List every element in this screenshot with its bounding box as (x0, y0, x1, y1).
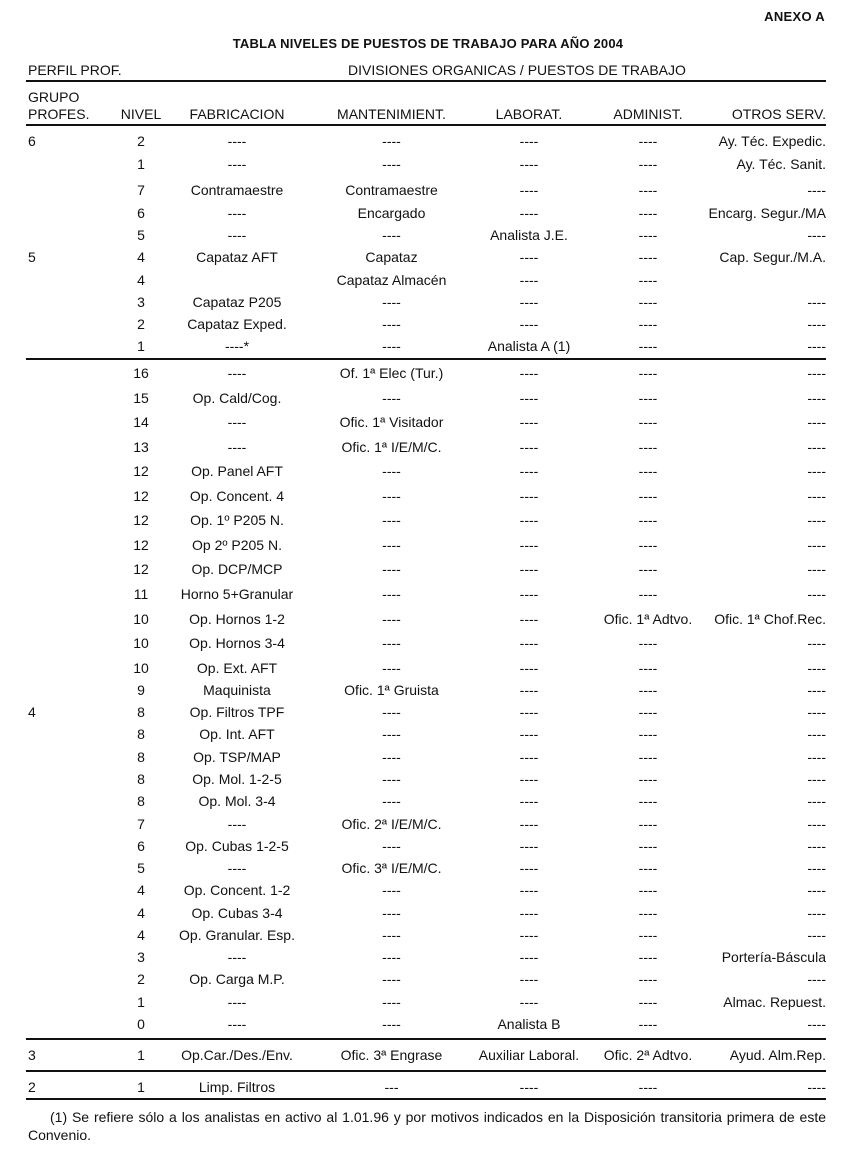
cell-laboratorio: ---- (519, 512, 539, 528)
cell-laboratorio: ---- (519, 749, 539, 765)
cell-fabricacion: Op. Cald/Cog. (192, 390, 282, 406)
cell-nivel: 8 (137, 704, 145, 720)
cell-administracion: ---- (638, 793, 658, 809)
cell-fabricacion: Op. Int. AFT (199, 726, 275, 742)
cell-mantenimiento: ---- (382, 133, 401, 149)
cell-mantenimiento: ---- (382, 994, 401, 1010)
cell-laboratorio: ---- (519, 971, 539, 987)
cell-nivel: 6 (137, 838, 145, 854)
cell-mantenimiento: ---- (382, 611, 401, 627)
cell-otros: ---- (807, 316, 826, 332)
group-divider-5-4 (26, 358, 826, 360)
cell-otros: ---- (807, 793, 826, 809)
cell-fabricacion: Op. Panel AFT (191, 463, 283, 479)
cell-mantenimiento: Of. 1ª Elec (Tur.) (339, 365, 444, 381)
cell-laboratorio: ---- (519, 1079, 539, 1095)
cell-otros: ---- (807, 771, 826, 787)
cell-nivel: 12 (133, 512, 149, 528)
cell-administracion: ---- (638, 1016, 658, 1032)
cell-laboratorio: ---- (519, 682, 539, 698)
cell-mantenimiento: ---- (382, 294, 401, 310)
group-divider-3-2 (26, 1070, 826, 1072)
cell-administracion: ---- (638, 156, 658, 172)
cell-nivel: 8 (137, 793, 145, 809)
cell-administracion: ---- (638, 272, 658, 288)
cell-otros: ---- (807, 704, 826, 720)
header-rule-top (26, 80, 826, 82)
cell-otros: ---- (807, 365, 826, 381)
cell-fabricacion: Op. DCP/MCP (191, 561, 283, 577)
cell-nivel: 1 (137, 338, 145, 354)
cell-nivel: 10 (133, 635, 149, 651)
cell-fabricacion: Op. 1º P205 N. (190, 512, 284, 528)
cell-administracion: ---- (638, 971, 658, 987)
cell-administracion: ---- (638, 537, 658, 553)
cell-nivel: 13 (133, 439, 149, 455)
cell-fabricacion: ---- (227, 414, 247, 430)
cell-administracion: ---- (638, 182, 658, 198)
cell-administracion: Ofic. 2ª Adtvo. (603, 1047, 693, 1063)
cell-administracion: ---- (638, 205, 658, 221)
column-header-grupo: GRUPO PROFES. (28, 89, 90, 122)
cell-laboratorio: ---- (519, 994, 539, 1010)
cell-otros: Ofic. 1ª Chof.Rec. (714, 611, 826, 627)
cell-mantenimiento: Encargado (357, 205, 426, 221)
cell-fabricacion: ---- (227, 816, 247, 832)
cell-otros: ---- (807, 227, 826, 243)
cell-fabricacion: Limp. Filtros (198, 1079, 276, 1095)
cell-laboratorio: ---- (519, 561, 539, 577)
cell-mantenimiento: ---- (382, 882, 401, 898)
cell-nivel: 7 (137, 182, 145, 198)
cell-administracion: ---- (638, 249, 658, 265)
cell-otros: ---- (807, 838, 826, 854)
cell-laboratorio: ---- (519, 726, 539, 742)
cell-mantenimiento: ---- (382, 704, 401, 720)
cell-otros: ---- (807, 816, 826, 832)
cell-mantenimiento: ---- (382, 537, 401, 553)
cell-otros: ---- (807, 971, 826, 987)
cell-administracion: ---- (638, 316, 658, 332)
cell-otros: ---- (807, 927, 826, 943)
cell-laboratorio: ---- (519, 660, 539, 676)
cell-fabricacion: Maquinista (203, 682, 271, 698)
cell-mantenimiento: ---- (382, 635, 401, 651)
cell-administracion: ---- (638, 390, 658, 406)
cell-laboratorio: ---- (519, 182, 539, 198)
cell-laboratorio: ---- (519, 905, 539, 921)
cell-laboratorio: Auxiliar Laboral. (478, 1047, 580, 1063)
cell-otros: Ay. Téc. Expedic. (718, 133, 826, 149)
cell-nivel: 11 (133, 586, 149, 602)
cell-administracion: ---- (638, 816, 658, 832)
cell-administracion: ---- (638, 682, 658, 698)
cell-fabricacion: Op. Concent. 4 (189, 488, 285, 504)
cell-nivel: 8 (137, 749, 145, 765)
cell-laboratorio: ---- (519, 272, 539, 288)
cell-administracion: ---- (638, 414, 658, 430)
cell-grupo: 3 (28, 1047, 36, 1063)
cell-otros: ---- (807, 294, 826, 310)
cell-grupo: 4 (28, 704, 36, 720)
cell-fabricacion: Op 2º P205 N. (192, 537, 282, 553)
cell-laboratorio: ---- (519, 414, 539, 430)
cell-otros: ---- (807, 488, 826, 504)
cell-nivel: 12 (133, 463, 149, 479)
cell-nivel: 8 (137, 726, 145, 742)
cell-otros: ---- (807, 905, 826, 921)
cell-administracion: ---- (638, 905, 658, 921)
cell-nivel: 15 (133, 390, 149, 406)
cell-laboratorio: ---- (519, 635, 539, 651)
cell-administracion: ---- (638, 512, 658, 528)
cell-otros: ---- (807, 1016, 826, 1032)
cell-fabricacion: Op. Concent. 1-2 (183, 882, 291, 898)
cell-mantenimiento: Contramaestre (345, 182, 438, 198)
cell-otros: ---- (807, 586, 826, 602)
cell-fabricacion: Op. Hornos 3-4 (189, 635, 285, 651)
cell-otros: ---- (807, 1079, 826, 1095)
cell-nivel: 1 (137, 994, 145, 1010)
cell-mantenimiento: ---- (382, 1016, 401, 1032)
cell-otros: Portería-Báscula (721, 949, 826, 965)
cell-laboratorio: ---- (519, 882, 539, 898)
cell-mantenimiento: ---- (382, 927, 401, 943)
cell-nivel: 9 (137, 682, 145, 698)
cell-mantenimiento: ---- (382, 949, 401, 965)
cell-nivel: 2 (137, 133, 145, 149)
cell-mantenimiento: ---- (382, 390, 401, 406)
cell-fabricacion: ---- (227, 205, 247, 221)
cell-mantenimiento: ---- (382, 905, 401, 921)
cell-otros: ---- (807, 860, 826, 876)
column-header-nivel: NIVEL (120, 106, 162, 122)
cell-otros: ---- (807, 561, 826, 577)
cell-nivel: 2 (137, 971, 145, 987)
cell-nivel: 5 (137, 227, 145, 243)
cell-laboratorio: ---- (519, 611, 539, 627)
cell-laboratorio: ---- (519, 704, 539, 720)
cell-mantenimiento: Ofic. 3ª Engrase (340, 1047, 443, 1063)
cell-grupo: 6 (28, 133, 36, 149)
cell-otros: ---- (807, 749, 826, 765)
cell-nivel: 10 (133, 660, 149, 676)
cell-mantenimiento: ---- (382, 316, 401, 332)
cell-mantenimiento: Capataz Almacén (336, 272, 447, 288)
cell-administracion: ---- (638, 882, 658, 898)
cell-mantenimiento: ---- (382, 512, 401, 528)
cell-mantenimiento: --- (384, 1079, 399, 1095)
cell-nivel: 4 (137, 249, 145, 265)
cell-administracion: ---- (638, 294, 658, 310)
cell-laboratorio: ---- (519, 771, 539, 787)
cell-laboratorio: Analista A (1) (487, 338, 571, 354)
cell-mantenimiento: ---- (382, 771, 401, 787)
cell-otros: ---- (807, 882, 826, 898)
cell-administracion: ---- (638, 860, 658, 876)
cell-administracion: ---- (638, 726, 658, 742)
cell-otros: ---- (807, 463, 826, 479)
cell-nivel: 1 (137, 1079, 145, 1095)
page-title: TABLA NIVELES DE PUESTOS DE TRABAJO PARA AÑO 2004 (232, 36, 624, 51)
cell-nivel: 7 (137, 816, 145, 832)
cell-fabricacion: Op. Cubas 1-2-5 (185, 838, 289, 854)
cell-fabricacion: ----* (224, 338, 250, 354)
cell-fabricacion: Op. TSP/MAP (193, 749, 281, 765)
cell-grupo: 2 (28, 1079, 36, 1095)
cell-otros: ---- (807, 512, 826, 528)
cell-nivel: 14 (133, 414, 149, 430)
cell-mantenimiento: Ofic. 1ª I/E/M/C. (341, 439, 442, 455)
perfil-prof-label: PERFIL PROF. (28, 62, 122, 78)
column-header-mantenimiento: MANTENIMIENT. (337, 106, 446, 122)
cell-otros: ---- (807, 635, 826, 651)
cell-fabricacion: Op. Cubas 3-4 (191, 905, 283, 921)
cell-laboratorio: ---- (519, 537, 539, 553)
cell-mantenimiento: ---- (382, 586, 401, 602)
cell-administracion: ---- (638, 749, 658, 765)
cell-fabricacion: Op. Mol. 3-4 (198, 793, 276, 809)
cell-fabricacion: Op. Filtros TPF (189, 704, 285, 720)
cell-fabricacion: Op. Hornos 1-2 (189, 611, 285, 627)
cell-fabricacion: Capataz P205 (192, 294, 282, 310)
cell-laboratorio: ---- (519, 793, 539, 809)
cell-laboratorio: ---- (519, 949, 539, 965)
cell-fabricacion: Op. Ext. AFT (196, 660, 278, 676)
cell-administracion: ---- (638, 133, 658, 149)
cell-nivel: 3 (137, 949, 145, 965)
cell-fabricacion: ---- (227, 365, 247, 381)
cell-administracion: ---- (638, 994, 658, 1010)
cell-otros: ---- (807, 338, 826, 354)
cell-otros: ---- (807, 682, 826, 698)
cell-otros: Ayud. Alm.Rep. (729, 1047, 826, 1063)
cell-laboratorio: ---- (519, 316, 539, 332)
cell-mantenimiento: ---- (382, 561, 401, 577)
cell-nivel: 4 (137, 927, 145, 943)
cell-laboratorio: ---- (519, 133, 539, 149)
cell-nivel: 2 (137, 316, 145, 332)
cell-laboratorio: ---- (519, 838, 539, 854)
cell-fabricacion: Horno 5+Granular (180, 586, 294, 602)
cell-laboratorio: ---- (519, 816, 539, 832)
cell-laboratorio: ---- (519, 205, 539, 221)
cell-mantenimiento: ---- (382, 488, 401, 504)
cell-administracion: ---- (638, 771, 658, 787)
cell-administracion: ---- (638, 561, 658, 577)
cell-nivel: 1 (137, 156, 145, 172)
cell-fabricacion: ---- (227, 439, 247, 455)
cell-mantenimiento: ---- (382, 338, 401, 354)
cell-laboratorio: ---- (519, 294, 539, 310)
cell-mantenimiento: ---- (382, 227, 401, 243)
cell-laboratorio: ---- (519, 927, 539, 943)
cell-administracion: ---- (638, 488, 658, 504)
cell-mantenimiento: ---- (382, 971, 401, 987)
cell-nivel: 8 (137, 771, 145, 787)
cell-otros: ---- (807, 439, 826, 455)
cell-nivel: 4 (137, 272, 145, 288)
cell-otros: Cap. Segur./M.A. (719, 249, 826, 265)
cell-laboratorio: Analista B (497, 1016, 561, 1032)
cell-fabricacion: ---- (227, 994, 247, 1010)
cell-mantenimiento: Ofic. 1ª Visitador (339, 414, 444, 430)
cell-administracion: ---- (638, 1079, 658, 1095)
cell-laboratorio: Analista J.E. (490, 227, 568, 243)
cell-laboratorio: ---- (519, 390, 539, 406)
cell-nivel: 12 (133, 561, 149, 577)
cell-nivel: 1 (137, 1047, 145, 1063)
footnote: (1) Se refiere sólo a los analistas en activo al 1.01.96 y por motivos indicados en la Disposición transitoria primera de este Convenio. (28, 1109, 826, 1143)
cell-administracion: ---- (638, 439, 658, 455)
cell-fabricacion: Op.Car./Des./Env. (181, 1047, 293, 1063)
cell-administracion: ---- (638, 586, 658, 602)
cell-nivel: 10 (133, 611, 149, 627)
cell-administracion: ---- (638, 927, 658, 943)
cell-administracion: ---- (638, 463, 658, 479)
group-divider-4-3 (26, 1038, 826, 1040)
cell-mantenimiento: ---- (382, 793, 401, 809)
cell-mantenimiento: Ofic. 2ª I/E/M/C. (341, 816, 442, 832)
cell-fabricacion: Op. Carga M.P. (189, 971, 285, 987)
column-header-otros: OTROS SERV. (731, 106, 826, 122)
cell-administracion: ---- (638, 949, 658, 965)
cell-laboratorio: ---- (519, 249, 539, 265)
column-header-fabricacion: FABRICACION (189, 106, 285, 122)
cell-administracion: ---- (638, 227, 658, 243)
cell-fabricacion: Capataz Exped. (187, 316, 287, 332)
cell-administracion: ---- (638, 704, 658, 720)
column-header-laboratorio: LABORAT. (495, 106, 563, 122)
cell-mantenimiento: ---- (382, 726, 401, 742)
cell-laboratorio: ---- (519, 463, 539, 479)
cell-nivel: 16 (133, 365, 149, 381)
cell-otros: ---- (807, 182, 826, 198)
cell-laboratorio: ---- (519, 439, 539, 455)
cell-mantenimiento: Ofic. 1ª Gruista (344, 682, 439, 698)
cell-laboratorio: ---- (519, 586, 539, 602)
cell-fabricacion: Op. Mol. 1-2-5 (192, 771, 282, 787)
cell-fabricacion: Op. Granular. Esp. (179, 927, 295, 943)
cell-otros: ---- (807, 537, 826, 553)
cell-administracion: Ofic. 1ª Adtvo. (603, 611, 693, 627)
cell-fabricacion: Contramaestre (190, 182, 284, 198)
column-header-administracion: ADMINIST. (613, 106, 683, 122)
cell-otros: ---- (807, 390, 826, 406)
cell-administracion: ---- (638, 635, 658, 651)
cell-nivel: 4 (137, 882, 145, 898)
cell-mantenimiento: ---- (382, 660, 401, 676)
cell-otros: ---- (807, 726, 826, 742)
annex-label: ANEXO A (764, 9, 825, 24)
cell-mantenimiento: ---- (382, 838, 401, 854)
cell-nivel: 12 (133, 488, 149, 504)
cell-otros: Encarg. Segur./MA (708, 205, 826, 221)
cell-mantenimiento: ---- (382, 749, 401, 765)
cell-nivel: 0 (137, 1016, 145, 1032)
cell-fabricacion: ---- (227, 1016, 247, 1032)
cell-laboratorio: ---- (519, 488, 539, 504)
divisiones-label: DIVISIONES ORGANICAS / PUESTOS DE TRABAJO (348, 62, 686, 78)
cell-nivel: 4 (137, 905, 145, 921)
cell-fabricacion: ---- (227, 860, 247, 876)
cell-grupo: 5 (28, 249, 36, 265)
cell-administracion: ---- (638, 365, 658, 381)
cell-laboratorio: ---- (519, 156, 539, 172)
table-bottom-rule (26, 1098, 826, 1100)
cell-otros: Ay. Téc. Sanit. (736, 156, 826, 172)
cell-fabricacion: ---- (227, 156, 247, 172)
cell-otros: Almac. Repuest. (723, 994, 826, 1010)
cell-otros: ---- (807, 660, 826, 676)
header-rule-bottom (26, 124, 826, 126)
cell-nivel: 6 (137, 205, 145, 221)
cell-mantenimiento: ---- (382, 463, 401, 479)
cell-administracion: ---- (638, 838, 658, 854)
cell-laboratorio: ---- (519, 860, 539, 876)
cell-administracion: ---- (638, 338, 658, 354)
cell-fabricacion: ---- (227, 949, 247, 965)
cell-mantenimiento: Ofic. 3ª I/E/M/C. (341, 860, 442, 876)
cell-nivel: 5 (137, 860, 145, 876)
cell-mantenimiento: ---- (382, 156, 401, 172)
cell-fabricacion: ---- (227, 133, 247, 149)
cell-otros: ---- (807, 414, 826, 430)
cell-administracion: ---- (638, 660, 658, 676)
cell-mantenimiento: Capataz (365, 249, 418, 265)
cell-nivel: 3 (137, 294, 145, 310)
cell-laboratorio: ---- (519, 365, 539, 381)
cell-fabricacion: Capataz AFT (196, 249, 278, 265)
cell-nivel: 12 (133, 537, 149, 553)
cell-fabricacion: ---- (227, 227, 247, 243)
